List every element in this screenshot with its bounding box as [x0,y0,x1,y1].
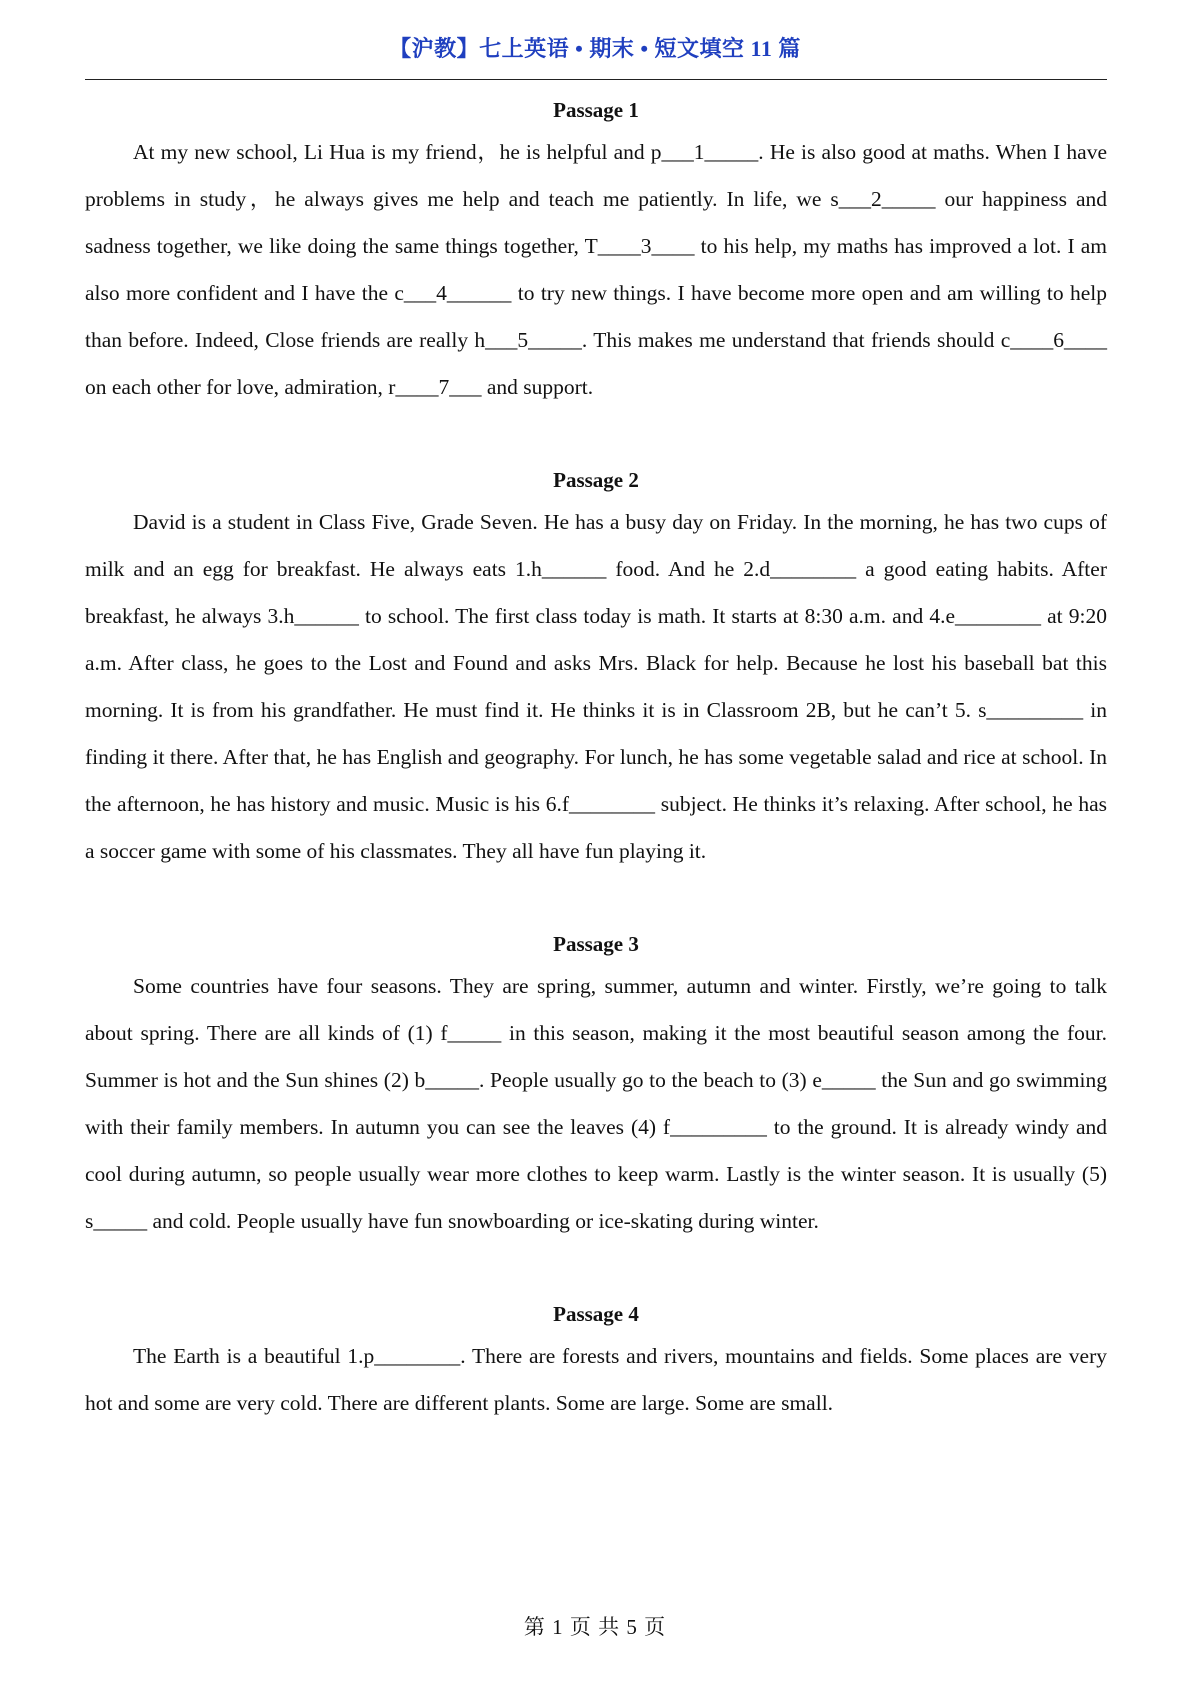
passage-body: David is a student in Class Five, Grade Seven. He has a busy day on Friday. In the morning, he has two cups of milk and an egg for breakfast. He always eats 1.h______ food. And he 2.d________ a good eating habits. After breakfast, he always 3.h______ to school. The first class today is math. It starts at 8:30 a.m. and 4.e________ at 9:20 a.m. After class, he goes to the Lost and Found and asks Mrs. Black for help. Because he lost his baseball bat this morning. It is from his grandfather. He must find it. He thinks it is in Classroom 2B, but he can’t 5. s_________ in finding it there. After that, he has English and geography. For lunch, he has some vegetable salad and rice at school. In the afternoon, he has history and music. Music is his 6.f________ subject. He thinks it’s relaxing. After school, he has a soccer game with some of his classmates. They all have fun playing it. [85,510,1107,863]
passage-title: Passage 2 [553,468,639,492]
passage-spacer [85,1245,1107,1295]
passage-3 [85,925,1107,1245]
passage-4 [85,1295,1107,1427]
passage-body: At my new school, Li Hua is my friend，he is helpful and p___1_____. He is also good at maths. When I have problems in study，he always gives me help and teach me patiently. In life, we s___2_____ our happiness and sadness together, we like doing the same things together, T____3____ to his help, my maths has improved a lot. I am also more confident and I have the c___4______ to try new things. I have become more open and am willing to help than before. Indeed, Close friends are really h___5_____. This makes me understand that friends should c____6____ on each other for love, admiration, r____7___ and support. [85,140,1107,399]
document-header-title: 【沪教】七上英语 • 期末 • 短文填空 11 篇 [389,36,801,61]
page-number-footer: 第 1 页 共 5 页 [523,1615,667,1639]
document-content [85,91,1107,1427]
passage-spacer [85,875,1107,925]
passage-2 [85,461,1107,875]
passage-title: Passage 3 [553,932,639,956]
passage-title: Passage 4 [553,1302,639,1326]
passage-spacer [85,411,1107,461]
passage-body: Some countries have four seasons. They are spring, summer, autumn and winter. Firstly, we’re going to talk about spring. There are all kinds of (1) f_____ in this season, making it the most beautiful season among the four. Summer is hot and the Sun shines (2) b_____. People usually go to the beach to (3) e_____ the Sun and go swimming with their family members. In autumn you can see the leaves (4) f_________ to the ground. It is already windy and cool during autumn, so people usually wear more clothes to keep warm. Lastly is the winter season. It is usually (5) s_____ and cold. People usually have fun snowboarding or ice-skating during winter. [85,974,1107,1233]
passage-1 [85,91,1107,411]
passage-body: The Earth is a beautiful 1.p________. There are forests and rivers, mountains and fields. Some places are very hot and some are very cold. There are different plants. Some are large. Some are small. [85,1344,1107,1415]
passage-title: Passage 1 [553,98,639,122]
header-divider [85,79,1107,80]
